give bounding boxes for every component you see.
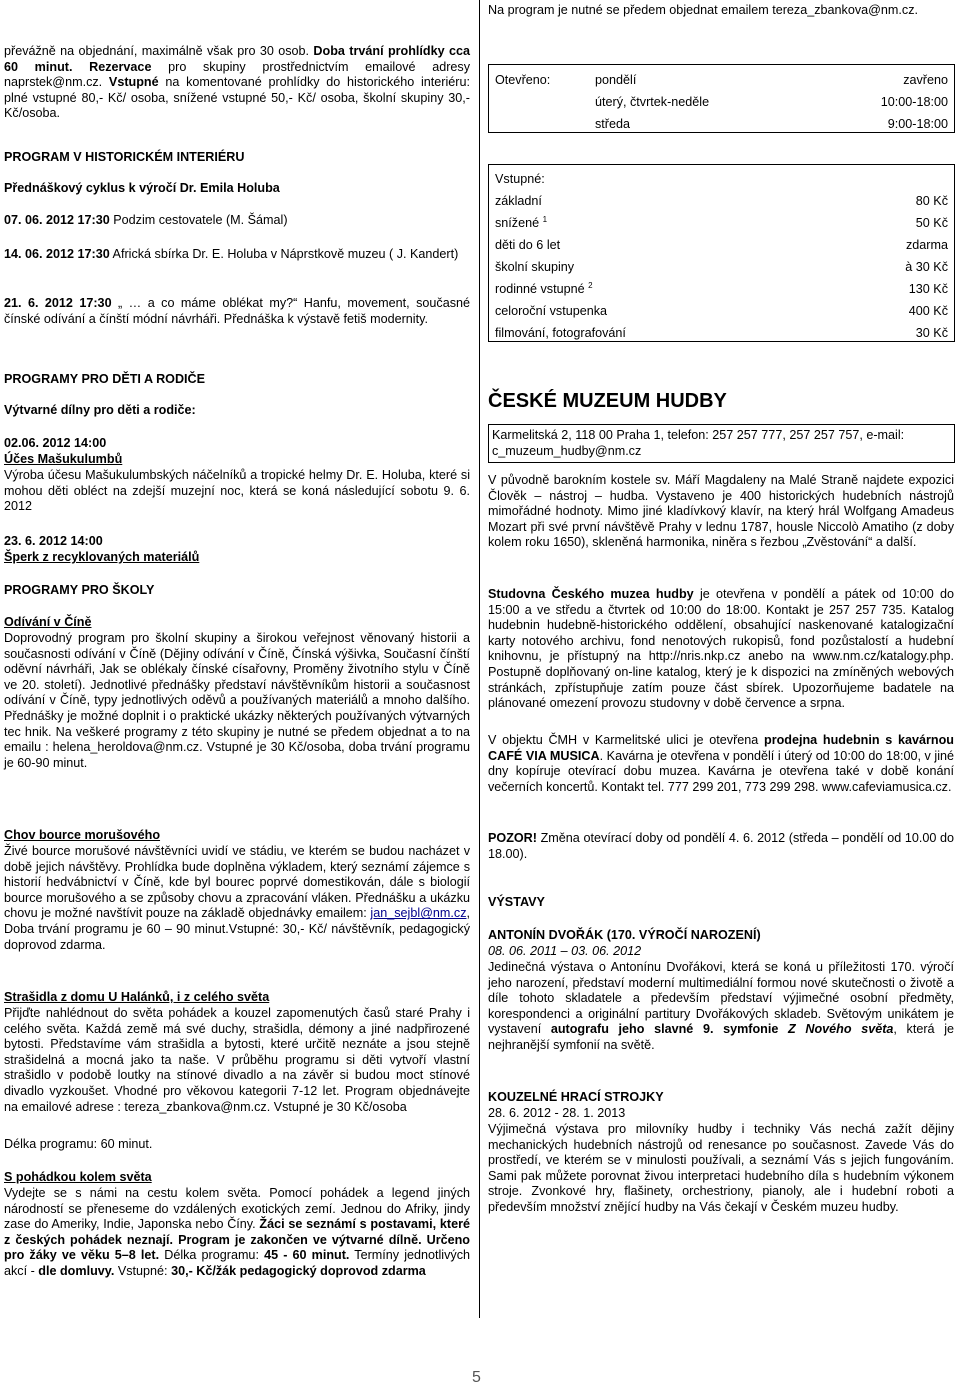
admission-box [488,164,955,342]
museum-paragraph-2 [488,587,954,712]
museum-paragraph-1: V původně barokním kostele sv. Máří Magdaleny na Malé Straně najdete expozici Člověk – nástroj – hudba. Vystaveno je 400 historických hudebních nástrojů mimořádné hodnoty. Mimo jiné kladívkový klavír, na který hrál Wolfgang Amadeus Mozart při své první návštěvě Prahy v lednu 1787, housle Niccolò Amatiho (z doby kolem roku 1650), skleněná harmonika, niněra s řezbou „Zvěstování“ a další. [488,473,954,550]
order-note: Na program je nutné se předem objednat emailem tereza_zbankova@nm.cz. [488,3,919,17]
table-row [495,70,948,92]
table-row [495,323,948,345]
event-text: „ … a co máme oblékat my?“ Hanfu, movement, současné čínské odívání a čínští módní návrháři. Přednáška k výstavě fetiš modernity. [4,296,471,326]
exhibition-1-title: ANTONÍN DVOŘÁK (170. VÝROČÍ NAROZENÍ) [488,928,761,942]
intro-paragraph [4,44,470,122]
children-subheading: Výtvarné dílny pro děti a rodiče: [4,403,196,417]
hours-day: úterý, čtvrtek-neděle [595,95,710,110]
admission-name: celoroční vstupenka [495,304,608,319]
exhibition-bold: autografu jeho slavné 9. symfonie [550,1022,789,1037]
schools-program-2-text [4,844,470,953]
exhibition-1-dates: 08. 06. 2011 – 03. 06. 2012 [488,944,642,958]
admission-name-text: rodinné vstupné [495,282,585,297]
museum-title: ČESKÉ MUZEUM HUDBY [488,390,727,412]
admission-name-text: snížené [495,216,540,231]
schools-program-3-text: Přijďte nahlédnout do světa pohádek a kouzel zapomenutých časů staré Prahy i celého světa. Každá země má své duchy, strašidla, démony a jiné nadpřirozené bytosti. Představíme vám strašidla a bytosti, které určitě neznáte a jsou stejně strašidelná a mocná jako ta naše. V průběhu programu si děti vytvoří vlastní strašidlo v podobě loutky na stínové divadlo a na závěr si budou moct stínové divadlo vyzkoušet. Vhodné pro věkovou kategorii 7-12 let. Program objednávejte na emailové adrese : tereza_zbankova@nm.cz. Vstupné je 30 Kč/osoba [4,1006,470,1114]
intro-duration: Doba trvání prohlídky cca 60 minut. Rezervace [4,44,471,74]
admission-name: filmování, fotografování [495,326,626,341]
study-room-text: je otevřena v pondělí a pátek od 10:00 do 15:00 a ve středu a čtvrtek od 10:00 do 18:00. Kontakt je 257 257 735. Katalog hudebnin hudebně-historického oddělení, obsahující naskenované katalogizační karty notového archivu, fond nenotových rukopisů, fond pozůstalostí a hudební knihovnu, je přístupný na http://nris.nkp.cz anebo na www.nm.cz/katalogy.php. Postupně doplňovaný on-line katalog, který je k dispozici na zmíněných webových stránkách, zpřístupňuje zatím pouze část sbírek. Upozorňujeme badatele na plánované omezení provozu studovny v době července a srpna. [488,587,954,711]
historic-event-1 [4,213,470,229]
intro-email: naprstek@nm.cz. [4,75,109,90]
hours-time: 9:00-18:00 [887,117,948,132]
notice-label: POZOR! [488,831,537,845]
hours-label: Otevřeno: [495,73,551,88]
event-date: 14. 06. 2012 17:30 [4,247,110,261]
program-text: Vydejte se s námi na cestu kolem světa. Pomocí pohádek a legend jiných národností se přeneseme do vzdálených exotických zemí. Jednou do Afriky, jindy zase do Ameriky, Indie, Japonska nebo Číny. [4,1186,470,1232]
museum-address: Karmelitská 2, 118 00 Praha 1, telefon: 257 257 777, 257 257 757, e-mail: c_muzeum_hudby@nm.cz [492,428,905,458]
opening-hours-table [495,70,948,136]
page-number: 5 [472,1369,481,1386]
hours-day: středa [595,117,631,132]
schools-program-1-title: Odívání v Číně [4,615,92,629]
column-divider [479,0,480,1318]
exhibition-2-dates: 28. 6. 2012 - 28. 1. 2013 [488,1106,626,1120]
schools-program-4-title: S pohádkou kolem světa [4,1170,152,1184]
table-row [495,169,948,191]
program-text-2: , Doba trvání programu je 60 – 90 minut.Vstupné: 30,- Kč/ návštěvník, pedagogický doprovod zdarma. [4,906,470,952]
admission-price: 80 Kč [915,194,948,209]
table-row [495,257,948,279]
intro-text-2: pro skupiny prostřednictvím emailové adresy [151,59,470,74]
admission-name [495,279,837,301]
children-event-1-title: Účes Mašukulumbů [4,452,123,466]
exhibition-text: Jedinečná výstava o Antonínu Dvořákovi, která se koná u příležitosti 170. výročí jeho narození, představí moderní multimediální formou nové skutečnosti o životě a díle tohoto skladatele a především představí výjimečné osobní předměty, korespondenci a originální partitury Dvořákových skladeb. Světovým unikátem je vystavení [488,960,954,1037]
exhibitions-heading: VÝSTAVY [488,895,545,909]
program-text-2: Délka programu: [159,1248,265,1263]
footnote-marker: 2 [588,281,593,291]
program-bold-4: 30,- Kč/žák pedagogický doprovod zdarma [171,1263,426,1278]
footnote-marker: 1 [542,215,548,225]
children-heading: PROGRAMY PRO DĚTI A RODIČE [4,372,206,386]
program-text-4: Vstupné: [114,1263,172,1278]
hours-time: 10:00-18:00 [880,95,948,110]
program-text-3: Termíny jednotlivých akcí - [4,1248,471,1278]
table-row [495,301,948,323]
opening-hours-box [488,64,955,133]
shop-name: prodejna hudebnin s kavárnou CAFÉ VIA MUSICA [488,733,954,763]
exhibition-text-2: , která je nejhranější symfonií na světě. [488,1022,954,1052]
table-row [495,191,948,213]
schools-program-1-text: Doprovodný program pro školní skupiny a širokou veřejnost věnovaný historii a současnosti odívání v Číně (Dějiny odívání v Číně, Čínská výšivka, Současní čínští oděvní návrháři, Jak se oblékaly čínské císařovny, Proměny životního stylu v Číně ve 20. století). Jednotlivé přednášky představí návštěvníkům historii a současnost odívání v Číně, typy jednotlivých oděvů a používaných materiálů a mnoho dalšího. Přednášky je možné doplnit i o praktické ukázky některých používaných výtvarných tec hnik. Na veškeré programy z této skupiny je nutné se předem objednat a to na emailu : helena_heroldova@nm.cz. Vstupné je 30 Kč/osoba, doba trvání programu je 60-90 minut. [4,631,470,770]
exhibition-2-text: Výjimečná výstava pro milovníky hudby i techniky Vás nechá zažít dějiny mechanických hudebních nástrojů od renesance po současnost. Zavede Vás do prostředí, ve kterém se v minulosti používali, a seznámí Vás s jejich fungováním. Sami pak můžete porovnat živou interpretaci hudebního díla s hudebním výkonem stroje. Zvonkové hry, flašinety, orchestriony, pianoly, ale i hudební roboti a především množství znějící hudby na Vás čekají v Českém muzeu hudby. [488,1122,954,1214]
program-bold-2: 45 - 60 minut. [264,1248,350,1263]
admission-price: 400 Kč [908,304,948,319]
historic-subheading: Přednáškový cyklus k výročí Dr. Emila Holuba [4,181,280,195]
admission-name: školní skupiny [495,260,575,275]
program-bold-1: Žáci se seznámí s postavami, které z českých pohádek neznají. Program je zakončen ve výtvarné dílně. Určeno pro žáky ve věku 5–8 let. [4,1217,470,1263]
admission-price: 30 Kč [915,326,948,341]
historic-event-2 [4,247,470,263]
admission-price: 130 Kč [908,282,948,297]
children-event-1-text: Výroba účesu Mašukulumbských náčelníků a tropické helmy Dr. E. Holuba, které si mohou děti obléct na zdejší muzejní noc, která se koná následující sobotu 9. 6. 2012 [4,468,470,514]
museum-address-box [488,424,955,463]
table-row [495,92,948,114]
program-text: Živé bource morušové návštěvníci uvidí ve stádiu, ve kterém se budou nacházet v době jejich návštěvy. Prohlídka bude doplněna výkladem, který seznámí zájemce s historií hedvábnictví v Číně, kde byl bourec poprvé domestikován, dále s biologií bource morušového a se způsoby chovu a zpracování vláken. Přednášku a ukázku chovu je možné navštívit pouze na základě objednávky emailem: [4,844,470,921]
historic-heading: PROGRAM V HISTORICKÉM INTERIÉRU [4,150,245,164]
admission-name: základní [495,194,542,209]
table-row [495,279,948,301]
hours-time: zavřeno [903,73,948,88]
admission-table [495,169,948,345]
email-link[interactable]: jan_sejbl@nm.cz [370,906,467,921]
study-room-label: Studovna Českého muzea hudby [488,587,694,601]
admission-price: 50 Kč [915,216,948,231]
event-text: Africká sbírka Dr. E. Holuba v Náprstkově muzeu ( J. Kandert) [109,247,459,261]
admission-price: à 30 Kč [905,260,948,275]
museum-notice [488,831,954,862]
schools-program-3-length: Délka programu: 60 minut. [4,1137,153,1151]
admission-name [495,213,837,235]
event-date: 07. 06. 2012 17:30 [4,213,110,227]
table-row [495,114,948,136]
admission-price: zdarma [906,238,948,253]
admission-label: Vstupné: [495,172,545,187]
children-event-2-title: Šperk z recyklovaných materiálů [4,550,200,564]
children-event-2-date: 23. 6. 2012 14:00 [4,534,103,548]
table-row [495,213,948,235]
intro-text: převážně na objednání, maximálně však pro 30 osob. [4,44,314,58]
schools-program-3-title: Strašidla z domu U Halánků, i z celého světa [4,990,270,1004]
museum-paragraph-3 [488,733,954,795]
schools-heading: PROGRAMY PRO ŠKOLY [4,583,155,597]
historic-event-3 [4,296,470,327]
exhibition-2-title: KOUZELNÉ HRACÍ STROJKY [488,1090,664,1104]
shop-text: V objektu ČMH v Karmelitské ulici je otevřena [488,733,764,747]
table-row [495,235,948,257]
intro-admission-label: Vstupné [108,75,159,90]
event-text: Podzim cestovatele (M. Šámal) [109,213,288,227]
schools-program-2-title: Chov bource morušového [4,828,161,842]
admission-name: děti do 6 let [495,238,561,253]
event-date: 21. 6. 2012 17:30 [4,296,112,310]
program-bold-3: dle domluvy. [38,1263,115,1278]
intro-admission-text: na komentované prohlídky do historického interiéru: plné vstupné 80,- Kč/ osoba, snížené vstupné 50,- Kč/ osoba, školní skupiny 30,- Kč/osoba. [4,75,470,121]
notice-text: Změna otevírací doby od pondělí 4. 6. 2012 (středa – pondělí od 10.00 do 18.00). [488,831,954,861]
children-event-1-date: 02.06. 2012 14:00 [4,436,107,450]
exhibition-1-text [488,960,954,1054]
schools-program-4-text [4,1186,470,1280]
exhibition-bold-italic: Z Nového světa [788,1022,894,1037]
hours-day: pondělí [595,73,637,88]
shop-text-2: . Kavárna je otevřena v pondělí i úterý od 10:00 do 18:00, v jiné dny kopíruje otevírací dobu muzea. Kavárna je otevřena také v době konání večerních koncertů. Kontakt tel. 777 299 201, 773 299 298. www.cafeviamusica.cz. [488,748,954,794]
